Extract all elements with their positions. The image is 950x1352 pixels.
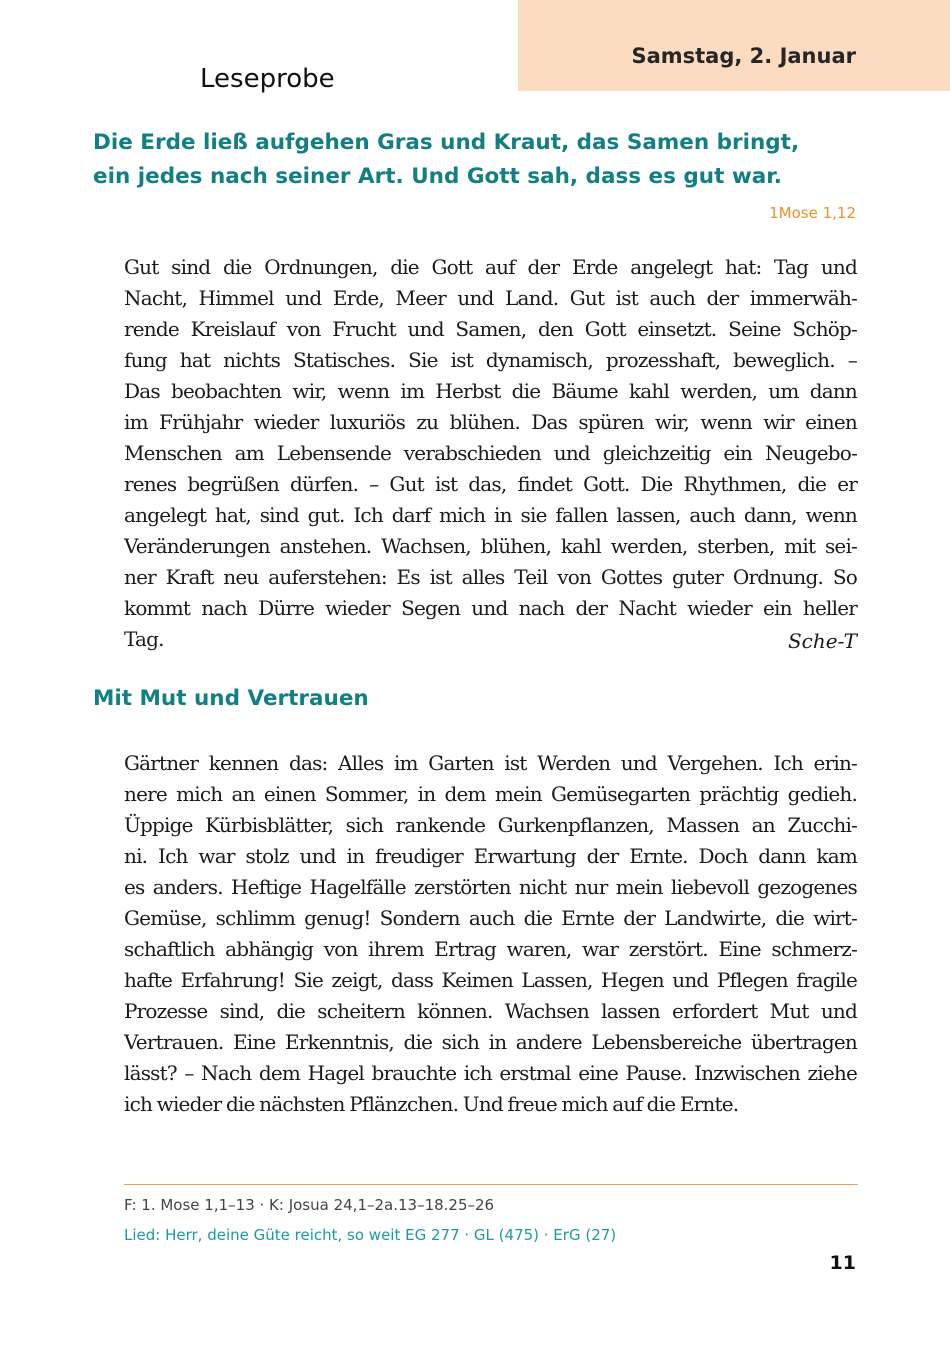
bible-verse xyxy=(93,126,873,194)
text-line: Menschen am Lebensende verabschieden und gleichzeitig ein Neugebo- xyxy=(124,441,857,465)
text-line: es anders. Heftige Hagelfälle zerstörten nicht nur mein liebevoll gezogenes xyxy=(124,875,857,899)
text-line: Gemüse, schlimm genug! Sondern auch die Ernte der Landwirte, die wirt- xyxy=(124,906,857,930)
text-line: Gärtner kennen das: Alles im Garten ist Werden und Vergehen. Ich erin- xyxy=(124,751,857,775)
verse-line: ein jedes nach seiner Art. Und Gott sah, dass es gut war. xyxy=(93,164,782,189)
text-line: kommt nach Dürre wieder Segen und nach der Nacht wieder ein heller xyxy=(124,596,857,620)
text-line: Nacht, Himmel und Erde, Meer und Land. Gut ist auch der immerwäh- xyxy=(124,286,857,310)
text-line: ni. Ich war stolz und in freudiger Erwartung der Ernte. Doch dann kam xyxy=(124,844,857,868)
page-number: 11 xyxy=(829,1252,856,1274)
text-line: Gut sind die Ordnungen, die Gott auf der Erde angelegt hat: Tag und xyxy=(124,255,857,279)
text-line: lässt? – Nach dem Hagel brauchte ich erstmal eine Pause. Inzwischen ziehe xyxy=(124,1061,857,1085)
text-line: angelegt hat, sind gut. Ich darf mich in sie fallen lassen, auch dann, wenn xyxy=(124,503,857,527)
devotion-text-1 xyxy=(124,252,857,655)
devotion-text-2 xyxy=(124,748,857,1120)
text-line: Veränderungen anstehen. Wachsen, blühen, kahl werden, sterben, mit sei- xyxy=(124,534,857,558)
footer-divider xyxy=(124,1184,858,1185)
date-heading: Samstag, 2. Januar xyxy=(631,44,856,68)
text-line: fung hat nichts Statisches. Sie ist dynamisch, prozesshaft, beweglich. – xyxy=(124,348,857,372)
text-line: Tag. xyxy=(124,627,164,651)
text-line: Vertrauen. Eine Erkenntnis, die sich in andere Lebensbereiche übertragen xyxy=(124,1030,857,1054)
verse-reference: 1Mose 1,12 xyxy=(769,204,856,222)
text-line: Prozesse sind, die scheitern können. Wachsen lassen erfordert Mut und xyxy=(124,999,857,1023)
text-line: im Frühjahr wieder luxuriös zu blühen. Das spüren wir, wenn wir einen xyxy=(124,410,857,434)
text-line: hafte Erfahrung! Sie zeigt, dass Keimen Lassen, Hegen und Pflegen fragile xyxy=(124,968,857,992)
date-banner xyxy=(518,0,950,91)
leseprobe-label: Leseprobe xyxy=(200,64,335,94)
text-line: schaftlich abhängig von ihrem Ertrag waren, war zerstört. Eine schmerz- xyxy=(124,937,857,961)
text-line: Üppige Kürbisblätter, sich rankende Gurkenpflanzen, Massen an Zucchi- xyxy=(124,813,857,837)
text-line: renes begrüßen dürfen. – Gut ist das, findet Gott. Die Rhythmen, die er xyxy=(124,472,857,496)
text-line: ner Kraft neu auferstehen: Es ist alles Teil von Gottes guter Ordnung. So xyxy=(124,565,857,589)
verse-line: Die Erde ließ aufgehen Gras und Kraut, das Samen bringt, xyxy=(93,130,800,155)
devotion-heading: Mit Mut und Vertrauen xyxy=(93,686,369,711)
text-line: ich wieder die nächsten Pflänzchen. Und freue mich auf die Ernte. xyxy=(124,1092,739,1116)
text-line: Das beobachten wir, wenn im Herbst die Bäume kahl werden, um dann xyxy=(124,379,857,403)
text-line: rende Kreislauf von Frucht und Samen, den Gott einsetzt. Seine Schöp- xyxy=(124,317,857,341)
text-line: nere mich an einen Sommer, in dem mein Gemüsegarten prächtig gedieh. xyxy=(124,782,857,806)
author-signature: Sche-T xyxy=(787,629,857,653)
reading-references: F: 1. Mose 1,1–13 · K: Josua 24,1–2a.13–18.25–26 xyxy=(124,1196,495,1214)
song-reference: Lied: Herr, deine Güte reicht, so weit EG 277 · GL (475) · ErG (27) xyxy=(124,1226,617,1244)
